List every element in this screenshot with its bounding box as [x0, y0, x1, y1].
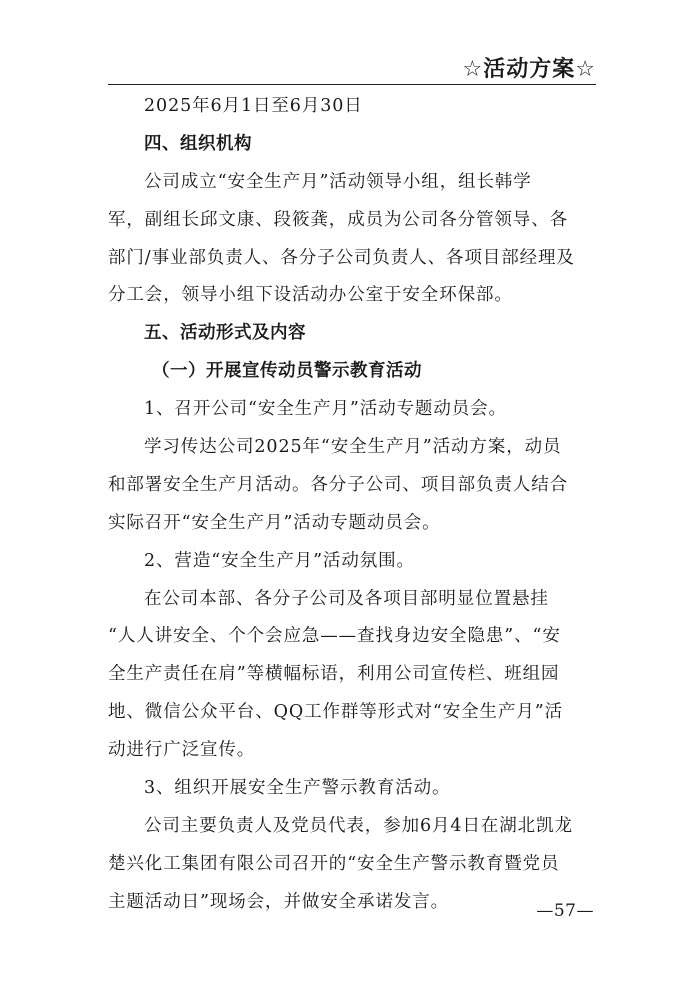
subsection-heading: （一）开展宣传动员警示教育活动 — [152, 361, 422, 382]
paragraph-line: 实际召开“安全生产月”活动专题动员会。 — [108, 512, 441, 533]
item-heading: 1、召开公司“安全生产月”活动专题动员会。 — [144, 399, 507, 420]
paragraph-line: 学习传达公司2025年“安全生产月”活动方案，动员 — [144, 437, 562, 458]
paragraph-line: 公司主要负责人及党员代表，参加6月4日在湖北凯龙 — [144, 815, 573, 836]
header-divider — [108, 84, 596, 85]
item-heading: 3、组织开展安全生产警示教育活动。 — [144, 778, 451, 799]
document-body — [108, 88, 596, 922]
date-range-line: 2025年6月1日至6月30日 — [144, 96, 363, 116]
page-header-title: ☆活动方案☆ — [462, 57, 596, 82]
paragraph-line: 在公司本部、各分子公司及各项目部明显位置悬挂 — [144, 588, 549, 609]
paragraph-line: 军，副组长邱文康、段筱龚，成员为公司各分管领导、各 — [108, 209, 568, 230]
paragraph-line: 部门/事业部负责人、各分子公司负责人、各项目部经理及 — [108, 247, 575, 268]
paragraph-line: 地、微信公众平台、QQ工作群等形式对“安全生产月”活 — [108, 702, 563, 723]
paragraph-line: 楚兴化工集团有限公司召开的“安全生产警示教育暨党员 — [108, 853, 560, 874]
paragraph-line: 全生产责任在肩”等横幅标语，利用公司宣传栏、班组园 — [108, 664, 560, 685]
item-heading: 2、营造“安全生产月”活动氛围。 — [144, 550, 415, 571]
paragraph-line: 公司成立“安全生产月”活动领导小组，组长韩学 — [144, 171, 532, 192]
paragraph-line: 分工会，领导小组下设活动办公室于安全环保部。 — [108, 285, 513, 306]
section-heading-organization: 四、组织机构 — [144, 133, 252, 154]
paragraph-line: 和部署安全生产月活动。各分子公司、项目部负责人结合 — [108, 474, 568, 495]
paragraph-line: “人人讲安全、个个会应急——查找身边安全隐患”、“安 — [108, 626, 561, 647]
paragraph-line: 动进行广泛宣传。 — [108, 740, 256, 761]
section-heading-activities: 五、活动形式及内容 — [144, 323, 306, 344]
paragraph-line: 主题活动日”现场会，并做安全承诺发言。 — [108, 891, 450, 912]
page-number: —57— — [536, 901, 594, 921]
